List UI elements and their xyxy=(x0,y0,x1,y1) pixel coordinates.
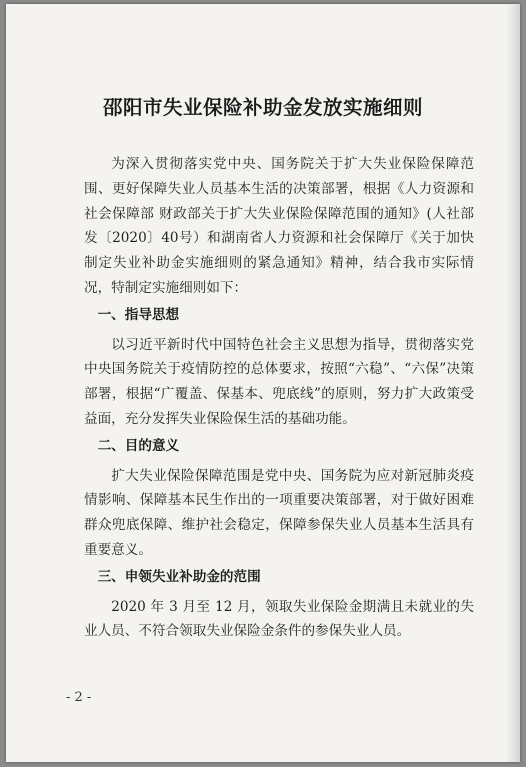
section-text-purpose: 扩大失业保险保障范围是党中央、国务院为应对新冠肺炎疫情影响、保障基本民生作出的一项重要决策部署，对于做好困难群众兜底保障、维护社会稳定，保障参保失业人员基本生活具有重要意义。 xyxy=(84,467,474,558)
section-heading-purpose: 二、目的意义 xyxy=(97,437,180,454)
section-heading-scope: 三、申领失业补助金的范围 xyxy=(97,568,261,585)
document-body xyxy=(84,152,474,644)
intro-paragraph: 为深入贯彻落实党中央、国务院关于扩大失业保险保障范围、更好保障失业人员基本生活的决策部署，根据《人力资源和社会保障部 财政部关于扩大失业保险保障范围的通知》(人社部发〔2020〕40号）和湖南省人力资源和社会保障厅《关于加快制定失业补助金实施细则的紧急通知》精神，结合我市实际情况，特制定实施细则如下： xyxy=(84,156,474,296)
section-text-scope: 2020 年 3 月至 12 月，领取失业保险金期满且未就业的失业人员、不符合领取失业保险金条件的参保失业人员。 xyxy=(84,598,474,640)
section-heading-guiding-ideology: 一、指导思想 xyxy=(97,306,180,323)
section-text-guiding-ideology: 以习近平新时代中国特色社会主义思想为指导，贯彻落实党中央国务院关于疫情防控的总体要求，按照“六稳”、“六保”决策部署，根据“广覆盖、保基本、兜底线”的原则，努力扩大政策受益面，充分发挥失业保险保生活的基础功能。 xyxy=(84,336,474,427)
document-page xyxy=(6,4,520,762)
page-number: - 2 - xyxy=(66,690,92,705)
document-title: 邵阳市失业保险补助金发放实施细则 xyxy=(102,96,423,119)
